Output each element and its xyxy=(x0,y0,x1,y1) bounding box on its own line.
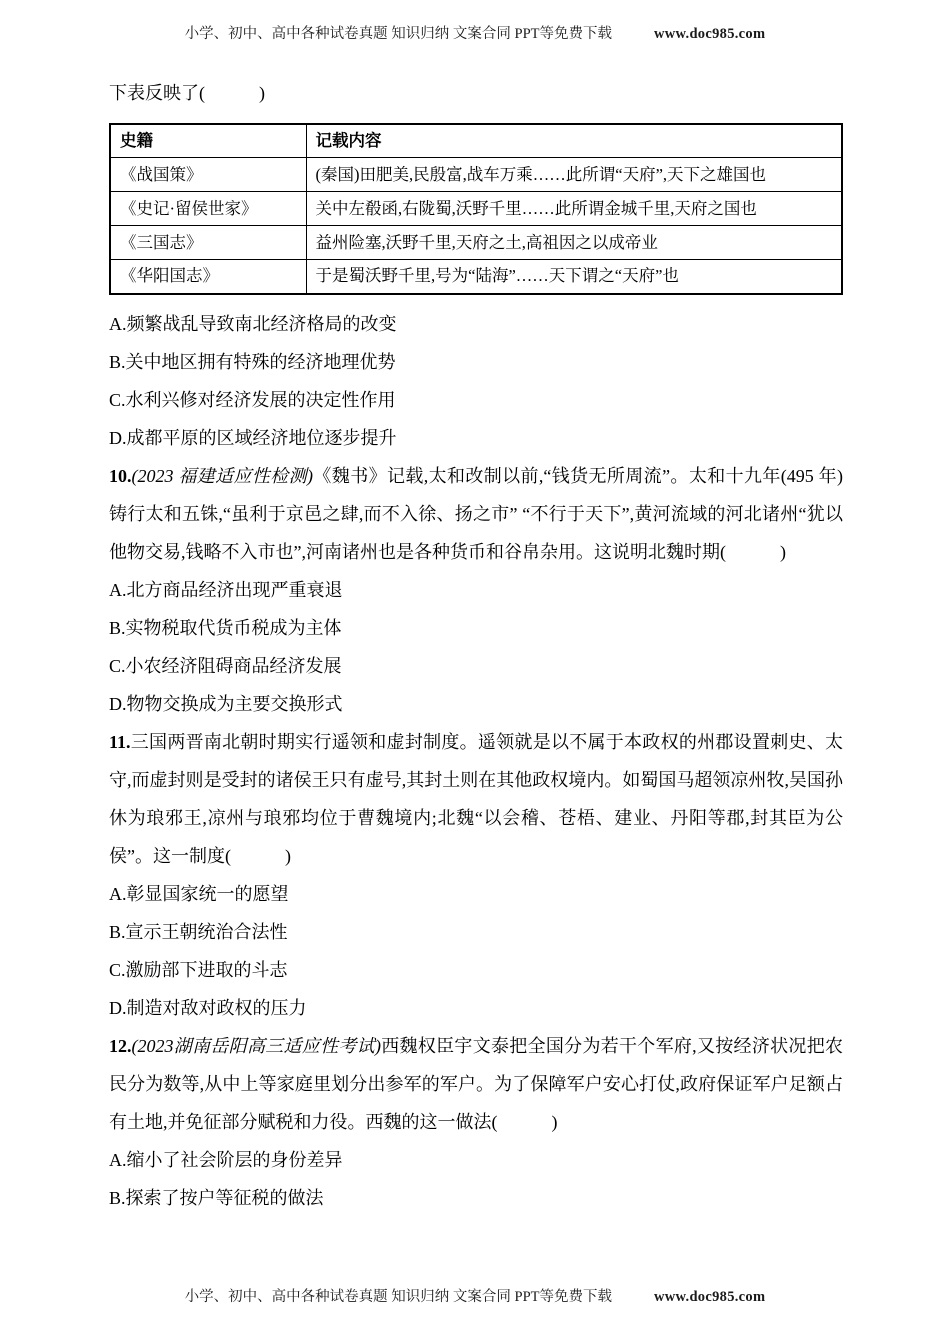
table-row xyxy=(110,260,842,294)
page-footer xyxy=(0,1285,950,1306)
table-header-row xyxy=(110,124,842,158)
table-header-content: 记载内容 xyxy=(306,124,842,158)
question11-number: 11. xyxy=(109,731,131,752)
table-row xyxy=(110,158,842,192)
table-cell-content: (秦国)田肥美,民殷富,战车万乘……此所谓“天府”,天下之雄国也 xyxy=(306,158,842,192)
question12-option-b: B.探索了按户等征税的做法 xyxy=(109,1187,324,1208)
question9-option-a: A.频繁战乱导致南北经济格局的改变 xyxy=(109,313,397,334)
question11-option-d: D.制造对敌对政权的压力 xyxy=(109,997,307,1018)
table-row xyxy=(110,226,842,260)
question12-stem xyxy=(109,1027,843,1141)
table-cell-content: 于是蜀沃野千里,号为“陆海”……天下谓之“天府”也 xyxy=(306,260,842,294)
question9-option-c: C.水利兴修对经济发展的决定性作用 xyxy=(109,389,396,410)
table-cell-source: 《战国策》 xyxy=(110,158,306,192)
header-site-text: 小学、初中、高中各种试卷真题 知识归纳 文案合同 PPT等免费下载 xyxy=(184,26,612,42)
footer-site-url[interactable]: www.doc985.com xyxy=(654,1289,766,1305)
question10-option-b: B.实物税取代货币税成为主体 xyxy=(109,617,342,638)
question9-option-b: B.关中地区拥有特殊的经济地理优势 xyxy=(109,351,396,372)
page-header xyxy=(0,22,950,43)
question10-text: 《魏书》记载,太和改制以前,“钱货无所周流”。太和十九年(495 年)铸行太和五铢,“虽利于京邑之肆,而不入徐、扬之市” “不行于天下”,黄河流域的河北诸州“犹以他物交易,钱略不入市也”,河南诸州也是各种货币和谷帛杂用。这说明北魏时期( ) xyxy=(109,465,843,562)
question9-stem: 下表反映了( ) xyxy=(109,83,265,103)
question11-text: 三国两晋南北朝时期实行遥领和虚封制度。遥领就是以不属于本政权的州郡设置刺史、太守,而虚封则是受封的诸侯王只有虚号,其封土则在其他政权境内。如蜀国马超领凉州牧,吴国孙休为琅邪王,凉州与琅邪均位于曹魏境内;北魏“以会稽、苍梧、建业、丹阳等郡,封其臣为公侯”。这一制度( ) xyxy=(109,731,843,866)
question9-table xyxy=(109,123,843,295)
document-content xyxy=(109,74,843,1217)
question10-option-d: D.物物交换成为主要交换形式 xyxy=(109,693,343,714)
question11-option-a: A.彰显国家统一的愿望 xyxy=(109,883,289,904)
question10-option-c: C.小农经济阻碍商品经济发展 xyxy=(109,655,342,676)
table-cell-content: 益州险塞,沃野千里,天府之土,高祖因之以成帝业 xyxy=(306,226,842,260)
table-header-source: 史籍 xyxy=(110,124,306,158)
question10-source: (2023 福建适应性检测) xyxy=(131,465,314,486)
table-row xyxy=(110,192,842,226)
question11-option-b: B.宣示王朝统治合法性 xyxy=(109,921,288,942)
header-site-url[interactable]: www.doc985.com xyxy=(654,26,766,42)
question9-option-d: D.成都平原的区域经济地位逐步提升 xyxy=(109,427,397,448)
question12-text: 西魏权臣宇文泰把全国分为若干个军府,又按经济状况把农民分为数等,从中上等家庭里划分出参军的军户。为了保障军户安心打仗,政府保证军户足额占有土地,并免征部分赋税和力役。西魏的这一做法( ) xyxy=(109,1035,843,1132)
question12-number: 12. xyxy=(109,1035,132,1056)
question12-source: (2023湖南岳阳高三适应性考试) xyxy=(131,1035,381,1056)
table-cell-source: 《华阳国志》 xyxy=(110,260,306,294)
footer-site-text: 小学、初中、高中各种试卷真题 知识归纳 文案合同 PPT等免费下载 xyxy=(184,1289,612,1305)
question11-option-c: C.激励部下进取的斗志 xyxy=(109,959,288,980)
question10-number: 10. xyxy=(109,465,132,486)
question10-option-a: A.北方商品经济出现严重衰退 xyxy=(109,579,343,600)
question11-stem xyxy=(109,723,843,875)
table-cell-source: 《史记·留侯世家》 xyxy=(110,192,306,226)
question10-stem xyxy=(109,457,843,571)
table-cell-source: 《三国志》 xyxy=(110,226,306,260)
question12-option-a: A.缩小了社会阶层的身份差异 xyxy=(109,1149,343,1170)
table-cell-content: 关中左殽函,右陇蜀,沃野千里……此所谓金城千里,天府之国也 xyxy=(306,192,842,226)
